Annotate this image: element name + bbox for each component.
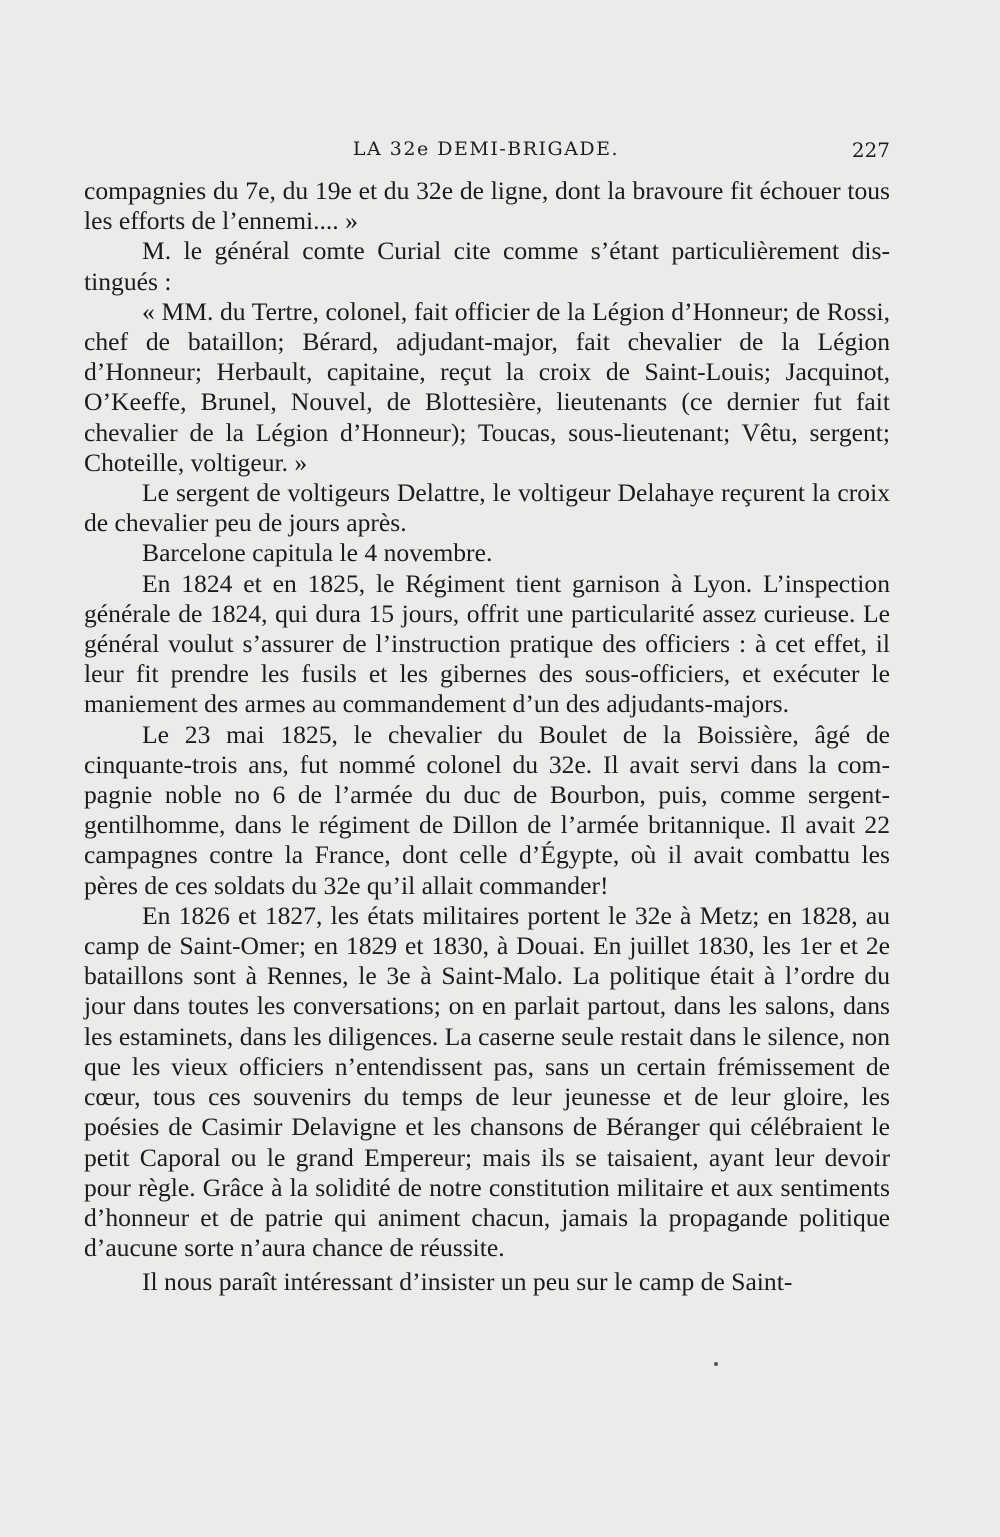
ink-speck: [714, 1362, 718, 1366]
page-number: 227: [851, 138, 890, 162]
paragraph: Il nous paraît intéressant d’insister un peu sur le camp de Saint-: [142, 1267, 793, 1297]
paragraph: Barcelone capitula le 4 novembre.: [142, 538, 493, 568]
paragraph: compagnies du 7e, du 19e et du 32e de ligne, dont la bravoure fit échouer tous les efforts de l’ennemi.... »: [84, 176, 890, 236]
body-text: [84, 176, 890, 1298]
paragraph: M. le général comte Curial cite comme s’étant particulièrement distingués :: [84, 236, 890, 296]
paragraph: Le sergent de voltigeurs Delattre, le voltigeur Delahaye reçurent la croix de chevalier peu de jours après.: [84, 478, 890, 538]
paragraph: « MM. du Tertre, colonel, fait officier de la Légion d’Honneur; de Rossi, chef de bataillon; Bérard, adjudant-major, fait chevalier de la Légion d’Honneur; Herbault, capitaine, reçut la croix de Saint-Louis; Jacquinot, O’Keeffe, Brunel, Nouvel, de Blottesière, lieutenants (ce dernier fut fait chevalier de la Légion d’Honneur); Toucas, sous-lieutenant; Vêtu, sergent; Choteille, voltigeur. »: [84, 296, 890, 477]
paragraph: Le 23 mai 1825, le chevalier du Boulet de la Boissière, âgé de cinquante-trois ans, fut nommé colonel du 32e. Il avait servi dans la compagnie noble no 6 de l’armée du duc de Bourbon, puis, comme sergent-gentilhomme, dans le régiment de Dillon de l’armée britannique. Il avait 22 campagnes contre la France, dont celle d’Égypte, où il avait combattu les pères de ces soldats du 32e qu’il allait commander!: [84, 719, 890, 900]
paragraph: En 1826 et 1827, les états militaires portent le 32e à Metz; en 1828, au camp de Saint-Omer; en 1829 et 1830, à Douai. En juillet 1830, les 1er et 2e bataillons sont à Rennes, le 3e à Saint-Malo. La politique était à l’ordre du jour dans toutes les conversations; on en parlait partout, dans les salons, dans les estaminets, dans les diligences. La caserne seule restait dans le silence, non que les vieux officiers n’entendissent pas, sans un certain frémissement de cœur, tous ces souvenirs du temps de leur jeunesse et de leur gloire, les poésies de Casimir Delavigne et les chansons de Béranger qui célébraient le petit Caporal ou le grand Empereur; mais ils se taisaient, ayant leur devoir pour règle. Grâce à la solidité de notre constitution militaire et aux sentiments d’honneur et de patrie qui animent chacun, jamais la propagande politique d’aucune sorte n’aura chance de réussite.: [84, 900, 890, 1263]
page-header: [82, 138, 890, 168]
running-title: LA 32e DEMI-BRIGADE.: [352, 138, 620, 160]
paragraph: En 1824 et en 1825, le Régiment tient garnison à Lyon. L’inspection générale de 1824, qui dura 15 jours, offrit une particularité assez curieuse. Le général voulut s’assurer de l’instruction pratique des officiers : à cet effet, il leur fit prendre les fusils et les gibernes des sous-officiers, et exécuter le maniement des armes au commandement d’un des adjudants-majors.: [84, 568, 890, 719]
